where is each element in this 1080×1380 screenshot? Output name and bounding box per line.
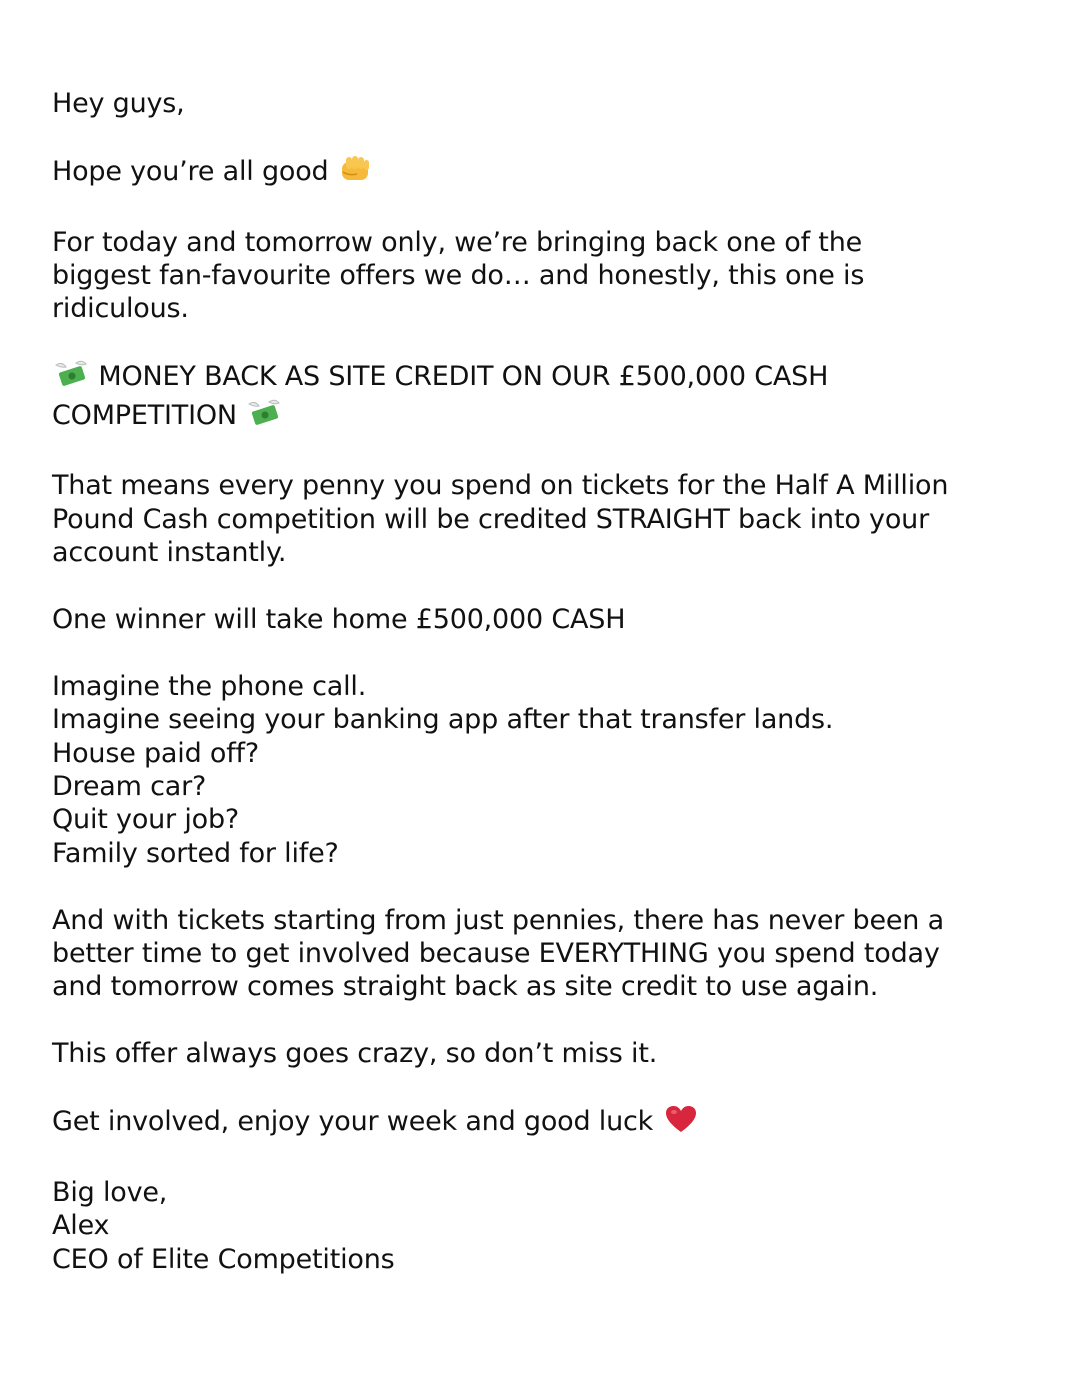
offer-line: ridiculous.: [52, 293, 189, 325]
explain-paragraph: [52, 469, 1042, 569]
signoff-text: Big love,: [52, 1176, 168, 1208]
offer-line: For today and tomorrow only, we’re bringing back one of the: [52, 226, 863, 258]
money-with-wings-icon: [54, 359, 88, 397]
greeting: [52, 87, 1042, 120]
letter-body: [52, 87, 1042, 1309]
signature-block: [52, 1176, 1042, 1276]
author-title: CEO of Elite Competitions: [52, 1243, 395, 1275]
imagine-line: Imagine the phone call.: [52, 670, 367, 702]
money-with-wings-icon: [247, 398, 281, 436]
offer-line: biggest fan-favourite offers we do… and honestly, this one is: [52, 260, 865, 291]
intro-paragraph: [52, 154, 1042, 192]
imagine-line: Dream car?: [52, 771, 207, 803]
tickets-line: better time to get involved because EVERYTHING you spend today: [52, 938, 940, 970]
oncoming-fist-icon: [339, 154, 373, 192]
imagine-line: House paid off?: [52, 737, 259, 769]
tickets-line: and tomorrow comes straight back as site credit to use again.: [52, 971, 879, 1003]
tickets-line: And with tickets starting from just pennies, there has never been a: [52, 904, 944, 936]
headline-line: MONEY BACK AS SITE CREDIT ON OUR £500,000 CASH: [98, 361, 829, 393]
explain-line: Pound Cash competition will be credited STRAIGHT back into your: [52, 503, 929, 535]
crazy-paragraph: [52, 1037, 1042, 1070]
imagine-line: Quit your job?: [52, 804, 240, 836]
winner-text: One winner will take home £500,000 CASH: [52, 604, 626, 636]
closing-text: Get involved, enjoy your week and good luck: [52, 1106, 654, 1138]
headline: [52, 359, 1042, 436]
offer-paragraph: [52, 226, 1042, 326]
imagine-line: Imagine seeing your banking app after that transfer lands.: [52, 704, 834, 736]
tickets-paragraph: [52, 904, 1042, 1004]
closing-paragraph: [52, 1104, 1042, 1142]
crazy-text: This offer always goes crazy, so don’t miss it.: [52, 1038, 658, 1070]
imagine-paragraph: [52, 670, 1042, 870]
explain-line: That means every penny you spend on tickets for the Half A Million: [52, 470, 949, 502]
author-name: Alex: [52, 1210, 110, 1242]
imagine-line: Family sorted for life?: [52, 837, 339, 869]
red-heart-icon: [664, 1104, 698, 1142]
headline-line: COMPETITION: [52, 399, 237, 431]
winner-paragraph: [52, 603, 1042, 636]
explain-line: account instantly.: [52, 537, 287, 569]
greeting-text: Hey guys,: [52, 88, 185, 119]
intro-text: Hope you’re all good: [52, 155, 329, 187]
